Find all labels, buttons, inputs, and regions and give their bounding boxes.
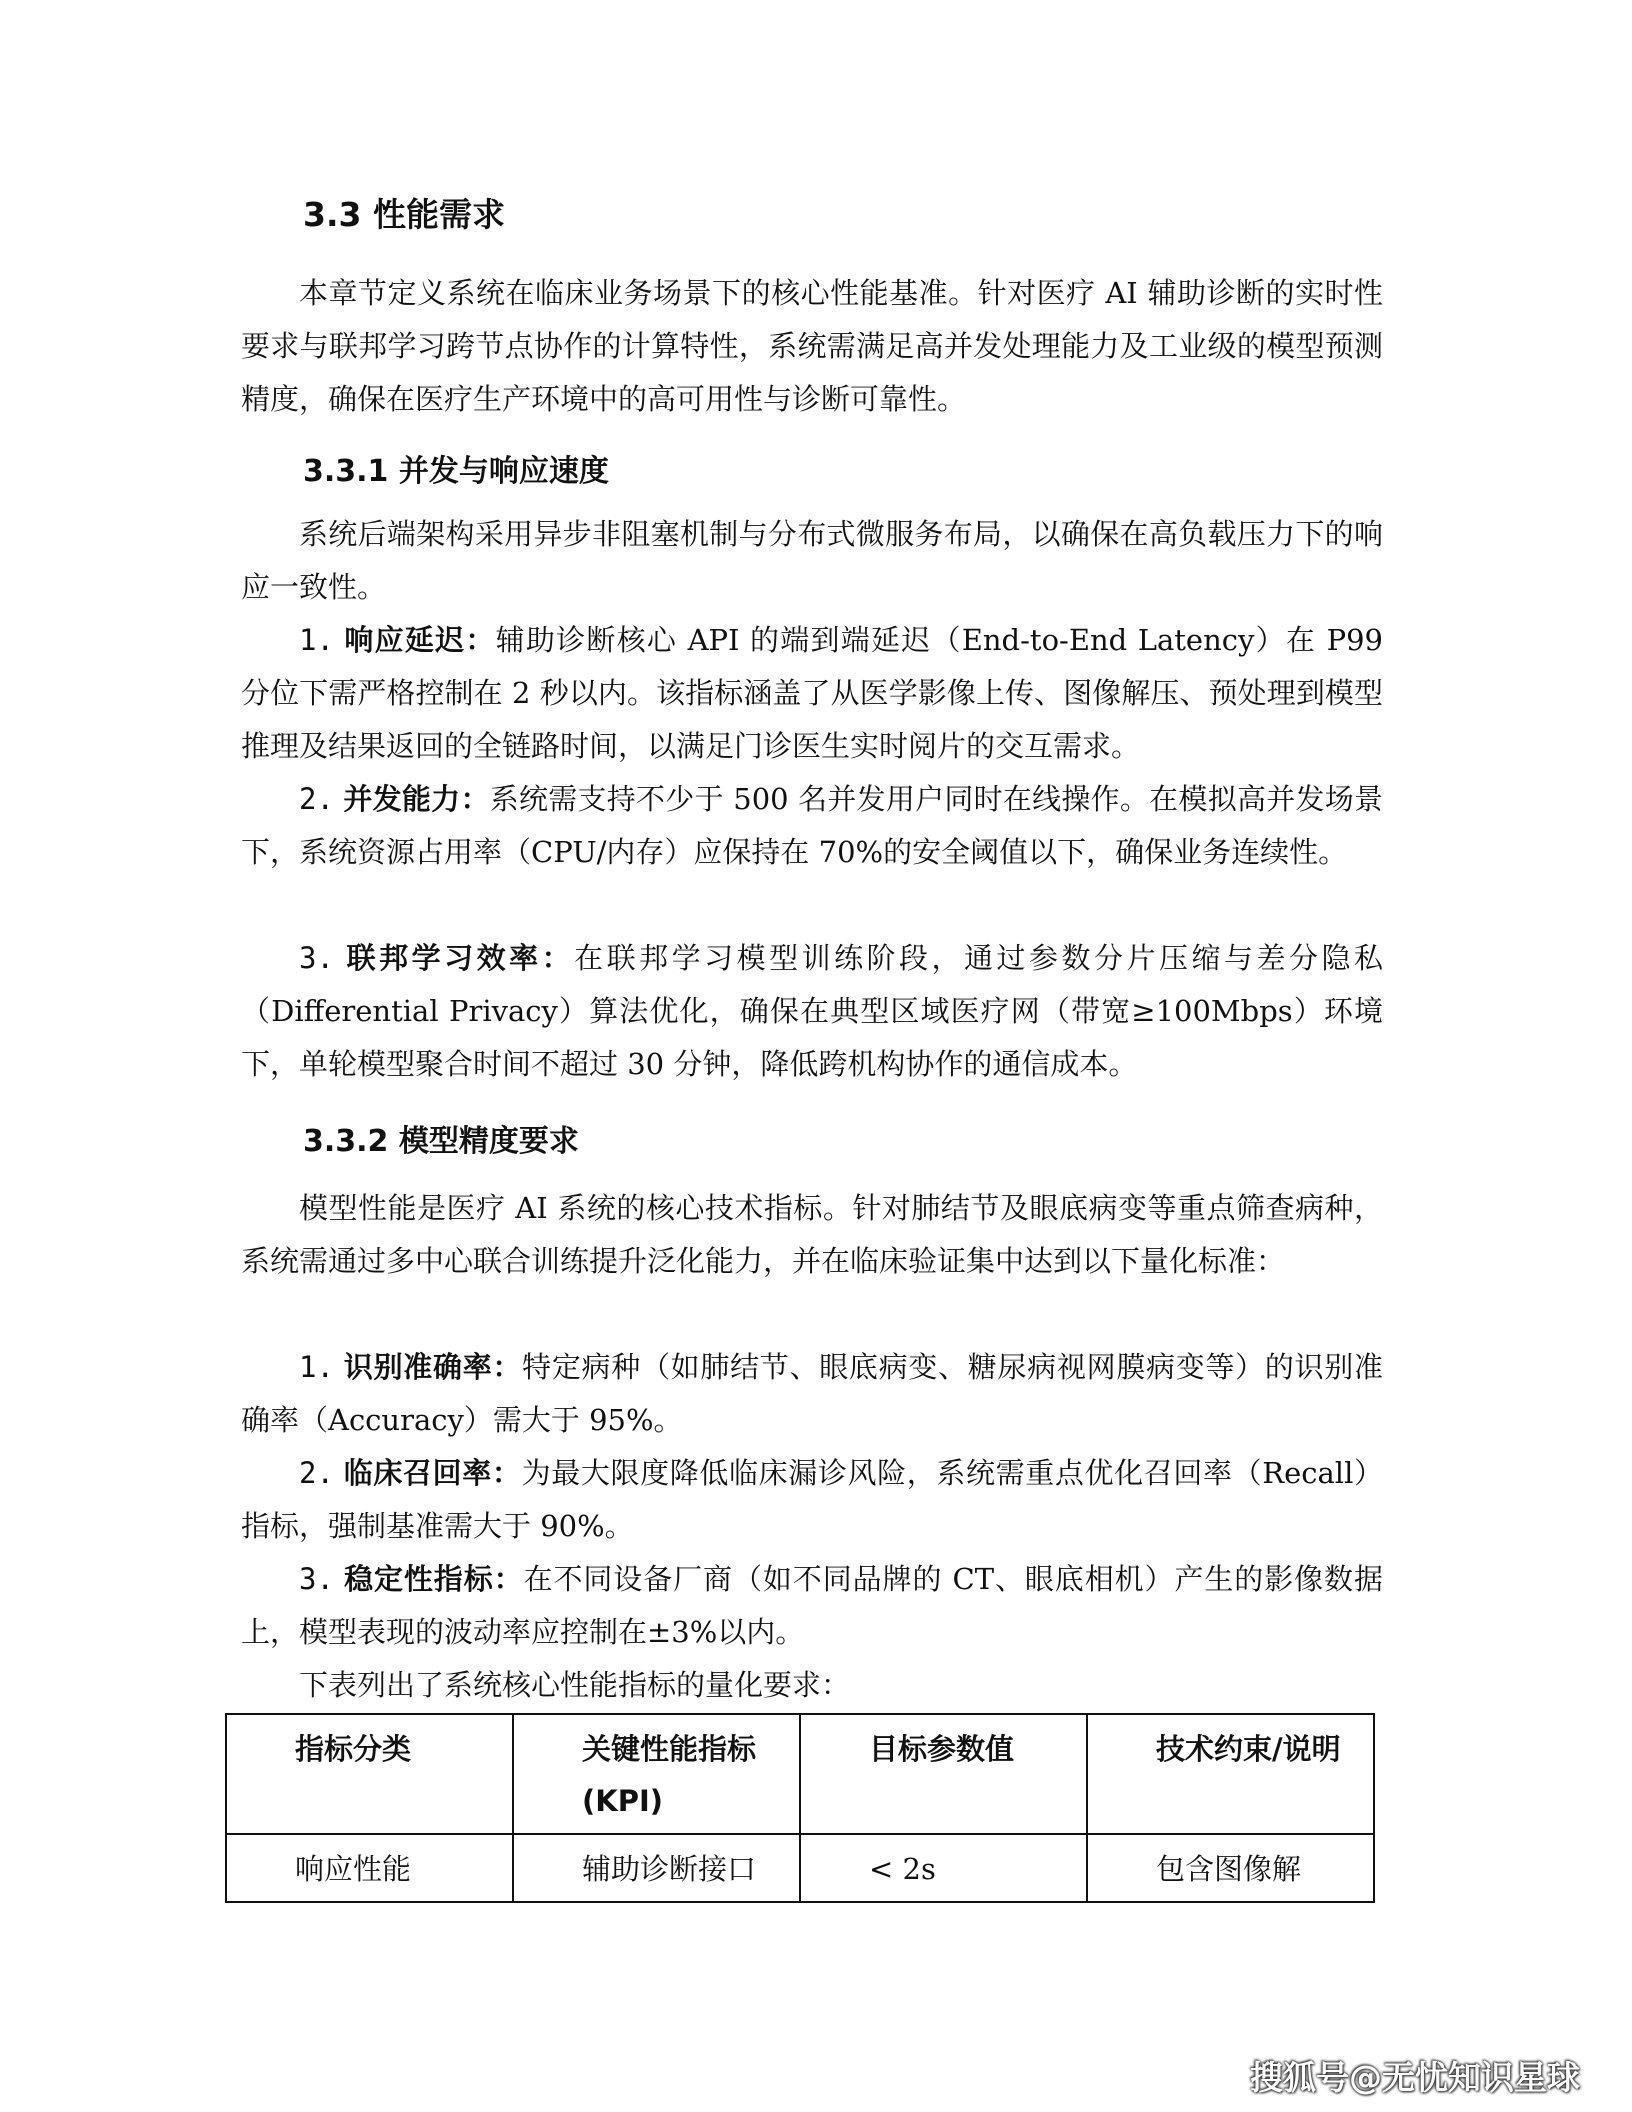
- list-item-federated-efficiency: 3. 联邦学习效率：在联邦学习模型训练阶段，通过参数分片压缩与差分隐私（Differential Privacy）算法优化，确保在典型区域医疗网（带宽≥100Mbps）环境下，单轮模型聚合时间不超过 30 分钟，降低跨机构协作的通信成本。: [241, 941, 1383, 1081]
- table-intro-paragraph: 下表列出了系统核心性能指标的量化要求：: [299, 1668, 851, 1702]
- concurrency-intro-paragraph: 系统后端架构采用异步非阻塞机制与分布式微服务布局，以确保在高负载压力下的响应一致性。: [241, 517, 1383, 604]
- table-header-cell: 技术约束/说明: [1087, 1714, 1374, 1834]
- table-cell: < 2s: [800, 1834, 1087, 1902]
- watermark: 搜狐号@无忧知识星球: [1250, 2058, 1580, 2097]
- table-header-cell: 关键性能指标(KPI): [513, 1714, 800, 1834]
- section-heading: 3.3 性能需求: [303, 195, 505, 234]
- table-row: [226, 1834, 1374, 1902]
- table-cell: 响应性能: [226, 1834, 513, 1902]
- subsection-heading-concurrency: 3.3.1 并发与响应速度: [303, 454, 609, 489]
- kpi-table: [225, 1713, 1375, 1903]
- list-item-latency: 1. 响应延迟：辅助诊断核心 API 的端到端延迟（End-to-End Latency）在 P99 分位下需严格控制在 2 秒以内。该指标涵盖了从医学影像上传、图像解压、预处理到模型推理及结果返回的全链路时间，以满足门诊医生实时阅片的交互需求。: [241, 623, 1383, 763]
- table-header-cell: 目标参数值: [800, 1714, 1087, 1834]
- table-cell: 辅助诊断接口: [513, 1834, 800, 1902]
- list-item-concurrency: 2. 并发能力：系统需支持不少于 500 名并发用户同时在线操作。在模拟高并发场景下，系统资源占用率（CPU/内存）应保持在 70%的安全阈值以下，确保业务连续性。: [241, 782, 1383, 869]
- subsection-heading-accuracy: 3.3.2 模型精度要求: [303, 1124, 579, 1159]
- section-intro-paragraph: 本章节定义系统在临床业务场景下的核心性能基准。针对医疗 AI 辅助诊断的实时性要求与联邦学习跨节点协作的计算特性，系统需满足高并发处理能力及工业级的模型预测精度，确保在医疗生产环境中的高可用性与诊断可靠性。: [241, 276, 1383, 416]
- list-item-recall: 2. 临床召回率：为最大限度降低临床漏诊风险，系统需重点优化召回率（Recall）指标，强制基准需大于 90%。: [241, 1456, 1383, 1543]
- table-header-row: [226, 1714, 1374, 1834]
- list-item-accuracy: 1. 识别准确率：特定病种（如肺结节、眼底病变、糖尿病视网膜病变等）的识别准确率（Accuracy）需大于 95%。: [241, 1350, 1383, 1437]
- accuracy-intro-paragraph: 模型性能是医疗 AI 系统的核心技术指标。针对肺结节及眼底病变等重点筛查病种，系统需通过多中心联合训练提升泛化能力，并在临床验证集中达到以下量化标准：: [241, 1191, 1383, 1278]
- table-cell: 包含图像解: [1087, 1834, 1374, 1902]
- table-header-cell: 指标分类: [226, 1714, 513, 1834]
- list-item-stability: 3. 稳定性指标：在不同设备厂商（如不同品牌的 CT、眼底相机）产生的影像数据上，模型表现的波动率应控制在±3%以内。: [241, 1562, 1383, 1649]
